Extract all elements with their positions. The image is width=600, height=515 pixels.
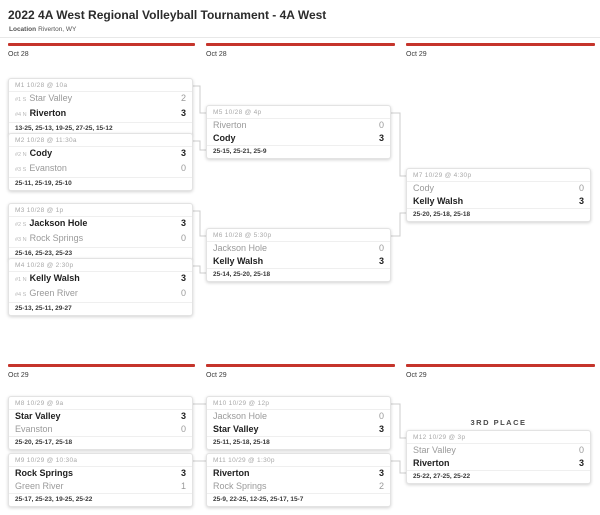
team-score: 3 xyxy=(180,108,186,118)
seed-label: #1 N xyxy=(15,277,27,283)
seed-label: #4 S xyxy=(15,292,27,298)
column-accent-bar xyxy=(406,43,595,46)
match-card-m10 xyxy=(206,396,391,450)
team-row[interactable] xyxy=(207,410,390,423)
team-score: 0 xyxy=(378,120,384,130)
match-card-m12 xyxy=(406,430,591,484)
team-score: 3 xyxy=(378,424,384,434)
third-place-label: 3RD PLACE xyxy=(470,418,527,427)
match-card-m8 xyxy=(8,396,193,450)
match-card-m4 xyxy=(8,258,193,316)
set-scores: 25-14, 25-20, 25-18 xyxy=(207,268,390,281)
team-name: Riverton xyxy=(413,458,450,468)
match-card-m2 xyxy=(8,133,193,191)
team-name: Green River xyxy=(29,288,78,298)
set-scores: 25-9, 22-25, 12-25, 25-17, 15-7 xyxy=(207,493,390,506)
column-date: Oct 29 xyxy=(8,372,29,379)
team-score: 0 xyxy=(378,243,384,253)
seed-label: #4 N xyxy=(15,112,27,118)
team-score: 0 xyxy=(578,183,584,193)
set-scores: 25-15, 25-21, 25-9 xyxy=(207,145,390,158)
team-name: Riverton xyxy=(29,108,67,118)
match-header: M5 10/28 @ 4p xyxy=(207,106,390,119)
team-score: 2 xyxy=(378,481,384,491)
location-line xyxy=(9,26,76,33)
team-row[interactable] xyxy=(207,423,390,436)
team-row[interactable] xyxy=(9,410,192,423)
team-name: Jackson Hole xyxy=(213,411,268,421)
team-score: 3 xyxy=(378,256,384,266)
team-name: Kelly Walsh xyxy=(29,273,80,283)
team-row[interactable] xyxy=(9,232,192,247)
column-accent-bar xyxy=(8,43,195,46)
team-name: Star Valley xyxy=(29,93,73,103)
team-row[interactable] xyxy=(9,480,192,493)
match-header: M1 10/28 @ 10a xyxy=(9,79,192,92)
team-row[interactable] xyxy=(407,195,590,208)
set-scores: 25-20, 25-17, 25-18 xyxy=(9,436,192,449)
match-card-m6 xyxy=(206,228,391,282)
team-score: 3 xyxy=(180,468,186,478)
team-name: Cody xyxy=(413,183,435,193)
team-row[interactable] xyxy=(207,467,390,480)
match-card-m3 xyxy=(8,203,193,261)
team-row[interactable] xyxy=(407,444,590,457)
team-score: 3 xyxy=(180,411,186,421)
seed-label: #3 S xyxy=(15,167,27,173)
team-score: 3 xyxy=(378,468,384,478)
team-row[interactable] xyxy=(207,480,390,493)
team-row[interactable] xyxy=(9,107,192,122)
match-header: M10 10/29 @ 12p xyxy=(207,397,390,410)
team-name: Star Valley xyxy=(413,445,456,455)
location-value: Riverton, WY xyxy=(38,26,77,33)
team-name: Star Valley xyxy=(15,411,61,421)
column-date: Oct 29 xyxy=(406,372,427,379)
match-header: M12 10/29 @ 3p xyxy=(407,431,590,444)
set-scores: 25-22, 27-25, 25-22 xyxy=(407,470,590,483)
location-label: Location xyxy=(9,26,37,33)
match-header: M2 10/28 @ 11:30a xyxy=(9,134,192,147)
team-name: Evanston xyxy=(29,163,67,173)
column-accent-bar xyxy=(206,364,395,367)
column-accent-bar xyxy=(8,364,195,367)
team-row[interactable] xyxy=(9,162,192,177)
team-name: Riverton xyxy=(213,468,250,478)
set-scores: 13-25, 25-13, 19-25, 27-25, 15-12 xyxy=(9,122,192,135)
set-scores: 25-11, 25-18, 25-18 xyxy=(207,436,390,449)
team-row[interactable] xyxy=(9,217,192,232)
match-card-m9 xyxy=(8,453,193,507)
seed-label: #3 N xyxy=(15,237,27,243)
team-score: 3 xyxy=(180,273,186,283)
set-scores: 25-16, 25-23, 25-23 xyxy=(9,247,192,260)
team-score: 0 xyxy=(378,411,384,421)
set-scores: 25-17, 25-23, 19-25, 25-22 xyxy=(9,493,192,506)
team-name: Kelly Walsh xyxy=(413,196,464,206)
match-header: M9 10/29 @ 10:30a xyxy=(9,454,192,467)
match-header: M3 10/28 @ 1p xyxy=(9,204,192,217)
seed-label: #2 S xyxy=(15,222,27,228)
match-card-m7 xyxy=(406,168,591,222)
team-score: 0 xyxy=(180,424,186,434)
team-row[interactable] xyxy=(207,255,390,268)
team-row[interactable] xyxy=(207,119,390,132)
team-name: Rock Springs xyxy=(29,233,84,243)
team-name: Jackson Hole xyxy=(29,218,88,228)
match-header: M11 10/29 @ 1:30p xyxy=(207,454,390,467)
match-header: M4 10/28 @ 2:30p xyxy=(9,259,192,272)
column-date: Oct 28 xyxy=(206,51,227,58)
team-score: 3 xyxy=(578,458,584,468)
team-score: 3 xyxy=(180,148,186,158)
match-header: M8 10/29 @ 9a xyxy=(9,397,192,410)
team-row[interactable] xyxy=(207,242,390,255)
team-score: 3 xyxy=(378,133,384,143)
team-name: Cody xyxy=(29,148,53,158)
column-date: Oct 29 xyxy=(206,372,227,379)
team-name: Kelly Walsh xyxy=(213,256,264,266)
team-row[interactable] xyxy=(9,423,192,436)
seed-label: #2 N xyxy=(15,152,27,158)
header-divider xyxy=(0,37,600,38)
set-scores: 25-13, 25-11, 29-27 xyxy=(9,302,192,315)
column-date: Oct 28 xyxy=(8,51,29,58)
match-card-m5 xyxy=(206,105,391,159)
team-score: 3 xyxy=(578,196,584,206)
set-scores: 25-11, 25-19, 25-10 xyxy=(9,177,192,190)
team-row[interactable] xyxy=(9,287,192,302)
team-row[interactable] xyxy=(9,92,192,107)
page-title: 2022 4A West Regional Volleyball Tournament - 4A West xyxy=(8,8,327,22)
set-scores: 25-20, 25-18, 25-18 xyxy=(407,208,590,221)
team-row[interactable] xyxy=(9,147,192,162)
team-row[interactable] xyxy=(9,272,192,287)
column-accent-bar xyxy=(406,364,595,367)
match-card-m1 xyxy=(8,78,193,136)
team-score: 2 xyxy=(180,93,186,103)
match-header: M7 10/29 @ 4:30p xyxy=(407,169,590,182)
team-row[interactable] xyxy=(207,132,390,145)
seed-label: #1 S xyxy=(15,97,27,103)
team-name: Rock Springs xyxy=(15,468,74,478)
team-name: Jackson Hole xyxy=(213,243,268,253)
team-row[interactable] xyxy=(407,457,590,470)
team-score: 0 xyxy=(180,233,186,243)
team-score: 0 xyxy=(180,163,186,173)
column-date: Oct 29 xyxy=(406,51,427,58)
match-header: M6 10/28 @ 5:30p xyxy=(207,229,390,242)
team-name: Rock Springs xyxy=(213,481,267,491)
team-name: Green River xyxy=(15,481,64,491)
team-score: 0 xyxy=(180,288,186,298)
team-name: Evanston xyxy=(15,424,53,434)
team-row[interactable] xyxy=(407,182,590,195)
column-accent-bar xyxy=(206,43,395,46)
team-row[interactable] xyxy=(9,467,192,480)
team-name: Cody xyxy=(213,133,236,143)
team-name: Star Valley xyxy=(213,424,259,434)
team-score: 0 xyxy=(578,445,584,455)
team-score: 1 xyxy=(180,481,186,491)
match-card-m11 xyxy=(206,453,391,507)
team-name: Riverton xyxy=(213,120,247,130)
team-score: 3 xyxy=(180,218,186,228)
